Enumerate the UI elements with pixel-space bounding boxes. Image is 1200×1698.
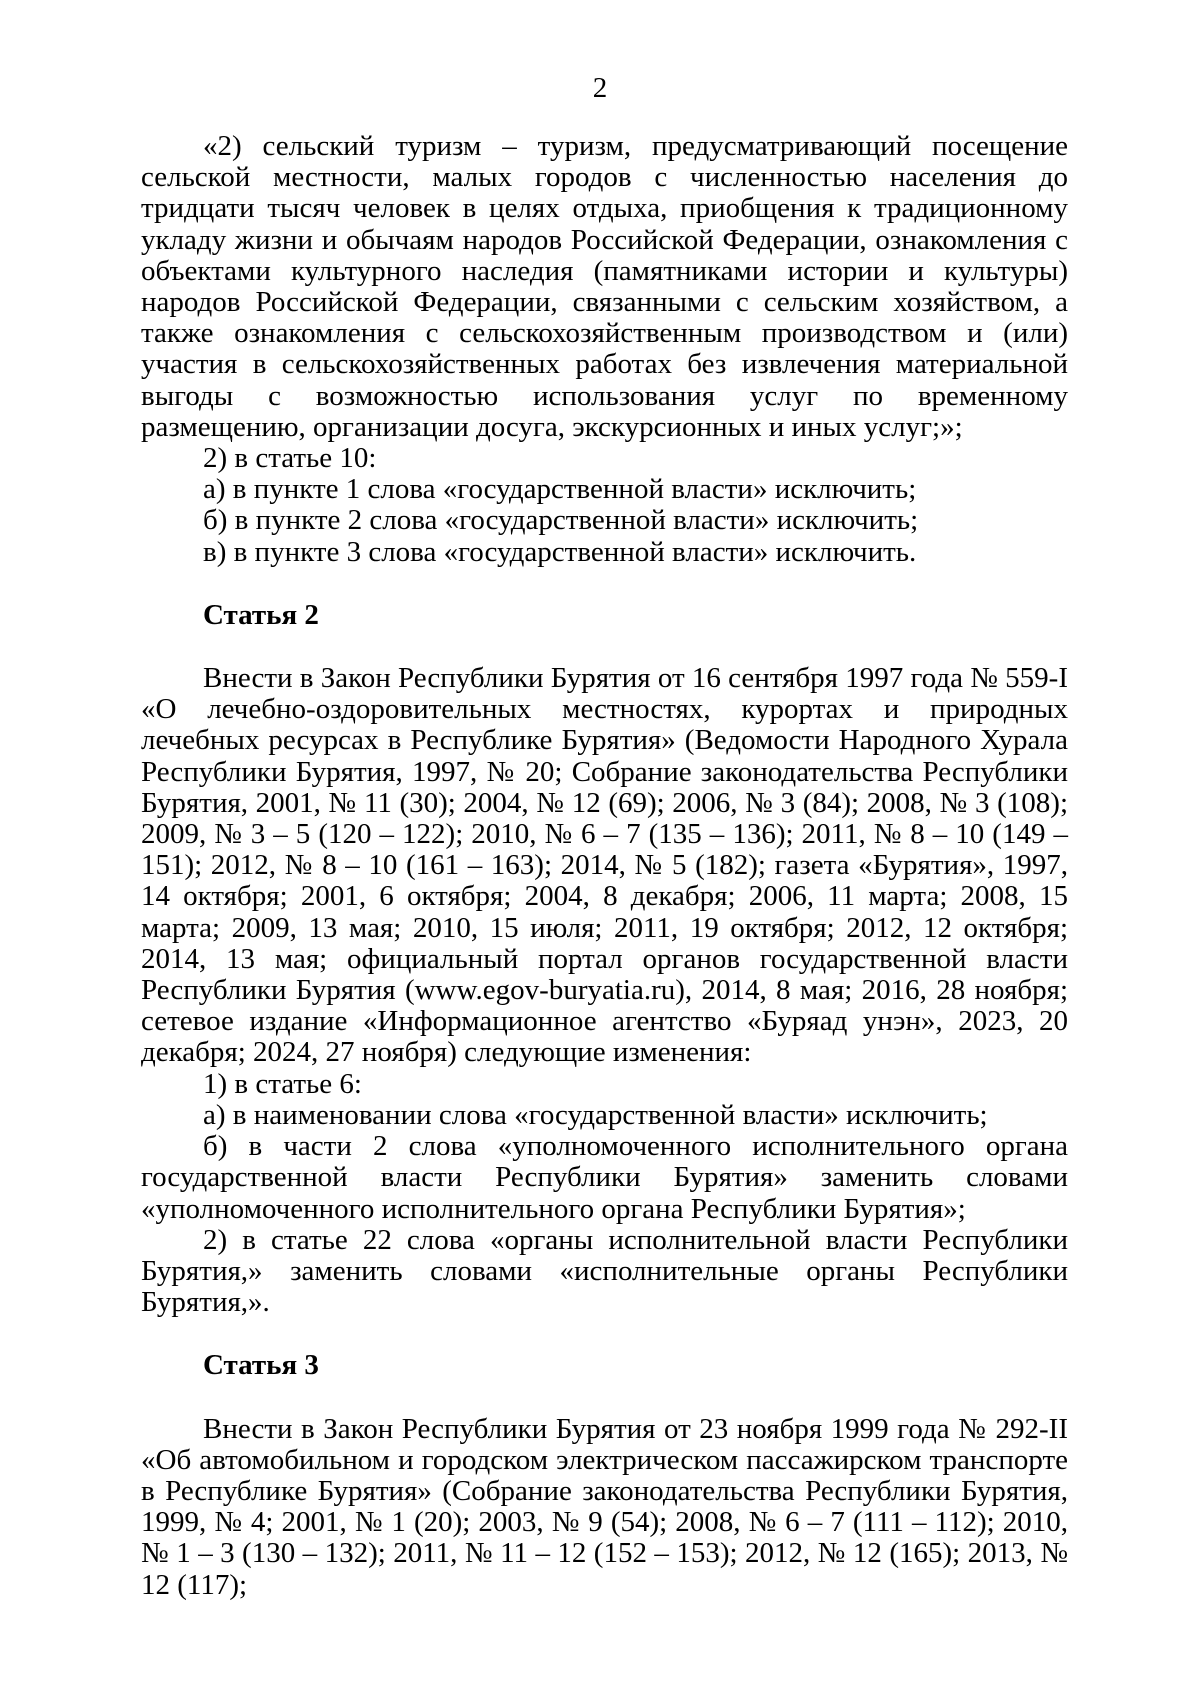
heading-article-3: Статья 3 [203, 1349, 319, 1382]
document-body [141, 131, 1068, 1601]
paragraph-article-6: 1) в статье 6: [203, 1067, 362, 1100]
paragraph-article-10: 2) в статье 10: [203, 442, 377, 475]
paragraph-article-6-item-b: б) в части 2 слова «уполномоченного исполнительного органа государственной власти Республики Бурятия» заменить словами «уполномоченного исполнительного органа Республики Бурятия»; [141, 1130, 1068, 1225]
paragraph-article-3-intro: Внести в Закон Республики Бурятия от 23 ноября 1999 года № 292-II «Об автомобильном и городском электрическом пассажирском транспорте в Республике Бурятия» (Собрание законодательства Республики Бурятия, 1999, № 4; 2001, № 1 (20); 2003, № 9 (54); 2008, № 6 – 7 (111 – 112); 2010, № 1 – 3 (130 – 132); 2011, № 11 – 12 (152 – 153); 2012, № 12 (165); 2013, № 12 (117); [141, 1412, 1068, 1601]
paragraph-item-v: в) в пункте 3 слова «государственной власти» исключить. [203, 535, 917, 568]
paragraph-article-6-item-a: а) в наименовании слова «государственной власти» исключить; [203, 1098, 988, 1131]
paragraph-article-22: 2) в статье 22 слова «органы исполнительной власти Республики Бурятия,» заменить словами «исполнительные органы Республики Бурятия,». [141, 1223, 1068, 1319]
paragraph-rural-tourism-definition: «2) сельский туризм – туризм, предусматривающий посещение сельской местности, малых городов с численностью населения до тридцати тысяч человек в целях отдыха, приобщения к традиционному укладу жизни и обычаям народов Российской Федерации, ознакомления с объектами культурного наследия (памятниками истории и культуры) народов Российской Федерации, связанными с сельским хозяйством, а также ознакомления с сельскохозяйственным производством и (или) участия в сельскохозяйственных работах без извлечения материальной выгоды с возможностью использования услуг по временному размещению, организации досуга, экскурсионных и иных услуг;»; [141, 130, 1068, 443]
paragraph-article-2-intro: Внести в Закон Республики Бурятия от 16 сентября 1997 года № 559-I «О лечебно-оздоровительных местностях, курортах и природных лечебных ресурсах в Республике Бурятия» (Ведомости Народного Хурала Республики Бурятия, 1997, № 20; Собрание законодательства Республики Бурятия, 2001, № 11 (30); 2004, № 12 (69); 2006, № 3 (84); 2008, № 3 (108); 2009, № 3 – 5 (120 – 122); 2010, № 6 – 7 (135 – 136); 2011, № 8 – 10 (149 – 151); 2012, № 8 – 10 (161 – 163); 2014, № 5 (182); газета «Бурятия», 1997, 14 октября; 2001, 6 октября; 2004, 8 декабря; 2006, 11 марта; 2008, 15 марта; 2009, 13 мая; 2010, 15 июля; 2011, 19 октября; 2012, 12 октября; 2014, 13 мая; официальный портал органов государственной власти Республики Бурятия (www.egov-buryatia.ru), 2014, 8 мая; 2016, 28 ноября; сетевое издание «Информационное агентство «Буряад унэн», 2023, 20 декабря; 2024, 27 ноября) следующие изменения: [141, 662, 1068, 1069]
paragraph-item-b: б) в пункте 2 слова «государственной власти» исключить; [203, 504, 919, 537]
paragraph-item-a: а) в пункте 1 слова «государственной власти» исключить; [203, 473, 917, 506]
page-number: 2 [592, 72, 608, 104]
heading-article-2: Статья 2 [203, 598, 319, 631]
